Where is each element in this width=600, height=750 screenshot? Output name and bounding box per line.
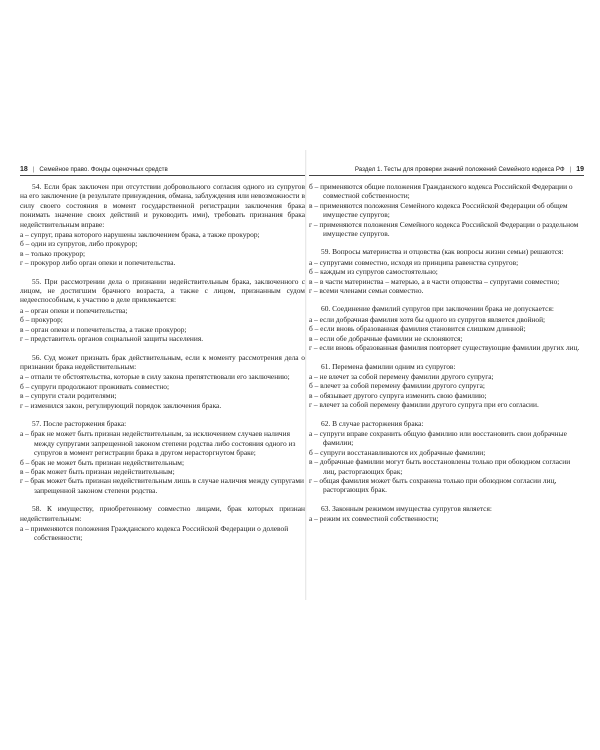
question-text: 56. Суд может признать брак действительным, если к моменту рассмотрения дела о признании брака недействительным:: [20, 352, 305, 371]
answer-option: б – супруги продолжают проживать совместно;: [20, 381, 170, 391]
question: [309, 504, 584, 524]
answer-option: г – общая фамилия может быть сохранена только при обоюдном согласии лиц, расторгающих брак.: [309, 475, 557, 495]
answer-option: г – всеми членами семьи совместно.: [309, 286, 424, 296]
answer-option: б – влечет за собой перемену фамилии другого супруга;: [309, 381, 485, 391]
answer-option: г – изменился закон, регулирующий порядок заключения брака.: [20, 400, 222, 410]
question: [20, 504, 305, 543]
question-text: 54. Если брак заключен при отсутствии добровольного согласия одного из супругов на его заключение (в результате принуждения, обмана, заблуждения или невозможности в силу своего состояния в момент государственной регистрации заключения брака понимать значение своих действий и руководить ими), требовать признания брака недействительным вправе:: [20, 182, 305, 229]
answer-option: а – супруг, права которого нарушены заключением брака, а также прокурор;: [20, 230, 260, 240]
question-continuation: [309, 182, 584, 238]
page-number: 18: [20, 166, 28, 173]
answer-option: в – супруги стали родителями;: [20, 391, 117, 401]
running-title: Раздел 1. Тесты для проверки знаний положений Семейного кодекса РФ: [354, 166, 565, 173]
question-text: 61. Перемена фамилии одним из супругов:: [321, 361, 456, 371]
answer-option: в – в части материнства – матерью, а в части отцовства – супругами совместно;: [309, 276, 560, 286]
question: [20, 419, 305, 495]
question-text: 55. При рассмотрении дела о признании недействительным брака, заключенного с лицом, не достигшим брачного возраста, а также с лицом, признанным судом недееспособным, к участию в деле привлекается:: [20, 276, 305, 305]
question: [20, 277, 305, 344]
answer-option: г – прокурор либо орган опеки и попечительства.: [20, 258, 176, 268]
answer-option: г – брак может быть признан недействительным лишь в случае наличия между супругами запрещенной законом степени родства.: [20, 476, 304, 495]
question-text: 62. В случае расторжения брака:: [321, 418, 424, 428]
answer-option: б – прокурор;: [20, 315, 63, 325]
question: [309, 419, 584, 495]
answer-option: а – супруги вправе сохранить общую фамилию или восстановить свои добрачные фамилии;: [309, 428, 567, 448]
answer-option: а – отпали те обстоятельства, которые в силу закона препятствовали его заключению;: [20, 372, 290, 382]
answer-option: б – брак не может быть признан недействительным;: [20, 457, 185, 467]
answer-option: б – супруги восстанавливаются их добрачные фамилии;: [309, 447, 486, 457]
book-spread: [0, 155, 600, 595]
answer-option: в – если обе добрачные фамилии не склоняются;: [309, 333, 463, 343]
answer-option: в – добрачные фамилии могут быть восстановлены только при обоюдном согласии лиц, расторгающих брак;: [309, 457, 571, 476]
answer-option: б – если вновь образованная фамилия становится слишком длинной;: [309, 324, 526, 334]
answer-option: а – супругами совместно, исходя из принципа равенства супругов;: [309, 257, 519, 267]
right-page: [309, 155, 584, 595]
answer-option: в – брак может быть признан недействительным;: [20, 466, 175, 476]
question: [20, 182, 305, 268]
left-page-content: [20, 182, 305, 543]
answer-option: б – каждым из супругов самостоятельно;: [309, 267, 438, 277]
left-page: [20, 155, 305, 595]
question-text: 59. Вопросы материнства и отцовства (как вопросы жизни семьи) решаются:: [321, 247, 564, 257]
question: [309, 247, 584, 295]
header-separator: |: [32, 166, 35, 173]
page-number: 19: [576, 166, 584, 173]
question: [309, 362, 584, 410]
answer-option: б – применяются общие положения Гражданского кодекса Российской Федерации о совместной собственности;: [309, 182, 573, 201]
answer-option: а – если добрачная фамилия хотя бы одного из супругов является двойной;: [309, 314, 546, 324]
answer-option: а – режим их совместной собственности;: [309, 514, 439, 524]
answer-option: а – брак не может быть признан недействительным, за исключением случаев наличия между супругами запрещенной законом степени родства либо состояния одного из супругов в момент регистрации брака в другом нерасторгнутом браке;: [20, 429, 296, 458]
answer-option: в – обязывает другого супруга изменить свою фамилию;: [309, 390, 487, 400]
header-separator: |: [569, 166, 572, 173]
right-page-content: [309, 182, 584, 524]
answer-option: а – применяются положения Гражданского кодекса Российской Федерации о долевой собственности;: [20, 524, 289, 543]
question-text: 58. К имуществу, приобретенному совместно лицами, брак которых признан недействительным:: [20, 504, 305, 523]
answer-option: б – один из супругов, либо прокурор;: [20, 239, 138, 249]
answer-option: а – не влечет за собой перемену фамилии другого супруга;: [309, 371, 494, 381]
answer-option: г – представитель органов социальной защиты населения.: [20, 334, 204, 344]
question-text: 60. Соединение фамилий супругов при заключении брака не допускается:: [321, 304, 554, 314]
answer-option: в – только прокурор;: [20, 248, 86, 258]
question-text: 63. Законным режимом имущества супругов является:: [321, 503, 492, 513]
right-page-header: [309, 155, 584, 176]
answer-option: г – влечет за собой перемену фамилии другого супруга при его согласии.: [309, 400, 539, 410]
left-page-header: [20, 155, 305, 176]
running-title: Семейное право. Фонды оценочных средств: [39, 166, 168, 173]
question-text: 57. После расторжения брака:: [32, 418, 127, 428]
answer-option: г – применяются положения Семейного кодекса Российской Федерации о раздельном имуществе супругов.: [309, 219, 579, 239]
answer-option: а – орган опеки и попечительства;: [20, 305, 128, 315]
question: [20, 353, 305, 410]
answer-option: в – орган опеки и попечительства, а также прокурор;: [20, 324, 187, 334]
answer-option: г – если вновь образованная фамилия повторяет существующие фамилии других лиц.: [309, 343, 580, 353]
answer-option: в – применяются положения Семейного кодекса Российской Федерации об общем имуществе супругов;: [309, 200, 568, 220]
question: [309, 304, 584, 352]
